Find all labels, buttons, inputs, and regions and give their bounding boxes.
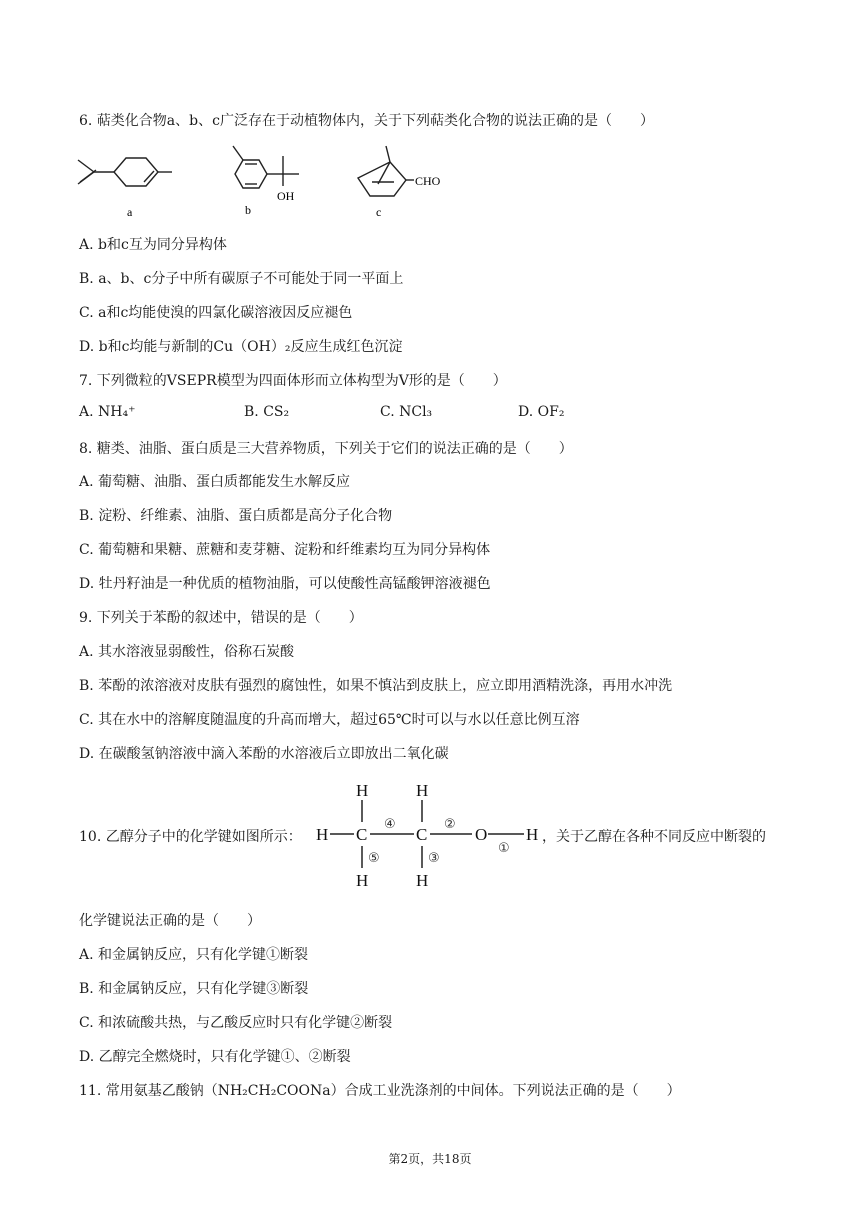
ethanol-h-bottom-2: H: [416, 871, 429, 890]
q6-option-a: A. b和c互为同分异构体: [79, 237, 227, 253]
ethanol-c2: C: [416, 825, 428, 844]
q8-option-a: A. 葡萄糖、油脂、蛋白质都能发生水解反应: [79, 474, 351, 490]
q7-option-a: A. NH₄⁺: [79, 404, 136, 420]
q8-option-d: D. 牡丹籽油是一种优质的植物油脂，可以使酸性高锰酸钾溶液褪色: [79, 576, 491, 592]
ethanol-h-right: H: [526, 825, 539, 844]
q11-stem: 11. 常用氨基乙酸钠（NH₂CH₂COONa）合成工业洗涤剂的中间体。下列说法正确的是（ ）: [79, 1083, 681, 1099]
q7-option-d: D. OF₂: [518, 404, 565, 420]
q9-option-b: B. 苯酚的浓溶液对皮肤有强烈的腐蚀性，如果不慎沾到皮肤上，应立即用酒精洗涤，再用水冲洗: [79, 678, 673, 694]
ethanol-c1: C: [356, 825, 368, 844]
q9-option-c: C. 其在水中的溶解度随温度的升高而增大，超过65℃时可以与水以任意比例互溶: [79, 712, 580, 728]
page-footer: 第2页，共18页: [388, 1152, 472, 1166]
ethanol-bond-diagram: [312, 780, 544, 892]
bond-4-label: ④: [384, 817, 396, 832]
ethanol-h-bottom-1: H: [356, 871, 369, 890]
q6-option-b: B. a、b、c分子中所有碳原子不可能处于同一平面上: [79, 271, 404, 287]
q10-option-d: D. 乙醇完全燃烧时，只有化学键①、②断裂: [79, 1049, 351, 1065]
q9-option-a: A. 其水溶液显弱酸性，俗称石炭酸: [79, 644, 295, 660]
q7-stem: 7. 下列微粒的VSEPR模型为四面体形而立体构型为V形的是（ ）: [79, 373, 507, 389]
q10-stem-post: ，关于乙醇在各种不同反应中断裂的: [542, 829, 766, 845]
q6-option-d: D. b和c均能与新制的Cu（OH）₂反应生成红色沉淀: [79, 339, 403, 355]
structure-a: [72, 150, 182, 222]
q6-option-c: C. a和c均能使溴的四氯化碳溶液因反应褪色: [79, 305, 353, 321]
structure-c-cho: CHO: [415, 174, 441, 188]
q7-option-b: B. CS₂: [244, 404, 290, 420]
q9-stem: 9. 下列关于苯酚的叙述中，错误的是（ ）: [79, 610, 363, 626]
q10-option-a: A. 和金属钠反应，只有化学键①断裂: [79, 947, 309, 963]
structure-a-label: a: [127, 205, 133, 219]
ethanol-h-left: H: [316, 825, 329, 844]
q8-option-c: C. 葡萄糖和果糖、蔗糖和麦芽糖、淀粉和纤维素均互为同分异构体: [79, 542, 491, 558]
q6-stem: 6. 萜类化合物a、b、c广泛存在于动植物体内，关于下列萜类化合物的说法正确的是（ ）: [79, 113, 654, 129]
bond-1-label: ①: [498, 841, 510, 856]
bond-5-label: ⑤: [368, 851, 380, 866]
q10-option-b: B. 和金属钠反应，只有化学键③断裂: [79, 981, 309, 997]
q8-option-b: B. 淀粉、纤维素、油脂、蛋白质都是高分子化合物: [79, 508, 393, 524]
ethanol-h-top-2: H: [416, 781, 429, 800]
q9-option-d: D. 在碳酸氢钠溶液中滴入苯酚的水溶液后立即放出二氧化碳: [79, 746, 449, 762]
q10-option-c: C. 和浓硫酸共热，与乙酸反应时只有化学键②断裂: [79, 1015, 393, 1031]
ethanol-h-top-1: H: [356, 781, 369, 800]
structure-b-label: b: [245, 203, 251, 217]
q7-option-c: C. NCl₃: [380, 404, 433, 420]
structure-b: [225, 142, 315, 220]
structure-c-label: c: [376, 205, 382, 219]
q7-options: [79, 404, 699, 424]
q10-stem-pre: 10. 乙醇分子中的化学键如图所示：: [79, 829, 302, 845]
q10-stem-cont: 化学键说法正确的是（ ）: [79, 913, 261, 929]
ethanol-o: O: [475, 825, 488, 844]
structure-b-oh: OH: [277, 189, 295, 203]
q8-stem: 8. 糖类、油脂、蛋白质是三大营养物质，下列关于它们的说法正确的是（ ）: [79, 441, 573, 457]
bond-2-label: ②: [444, 817, 456, 832]
structure-c: [350, 142, 450, 222]
bond-3-label: ③: [428, 851, 440, 866]
